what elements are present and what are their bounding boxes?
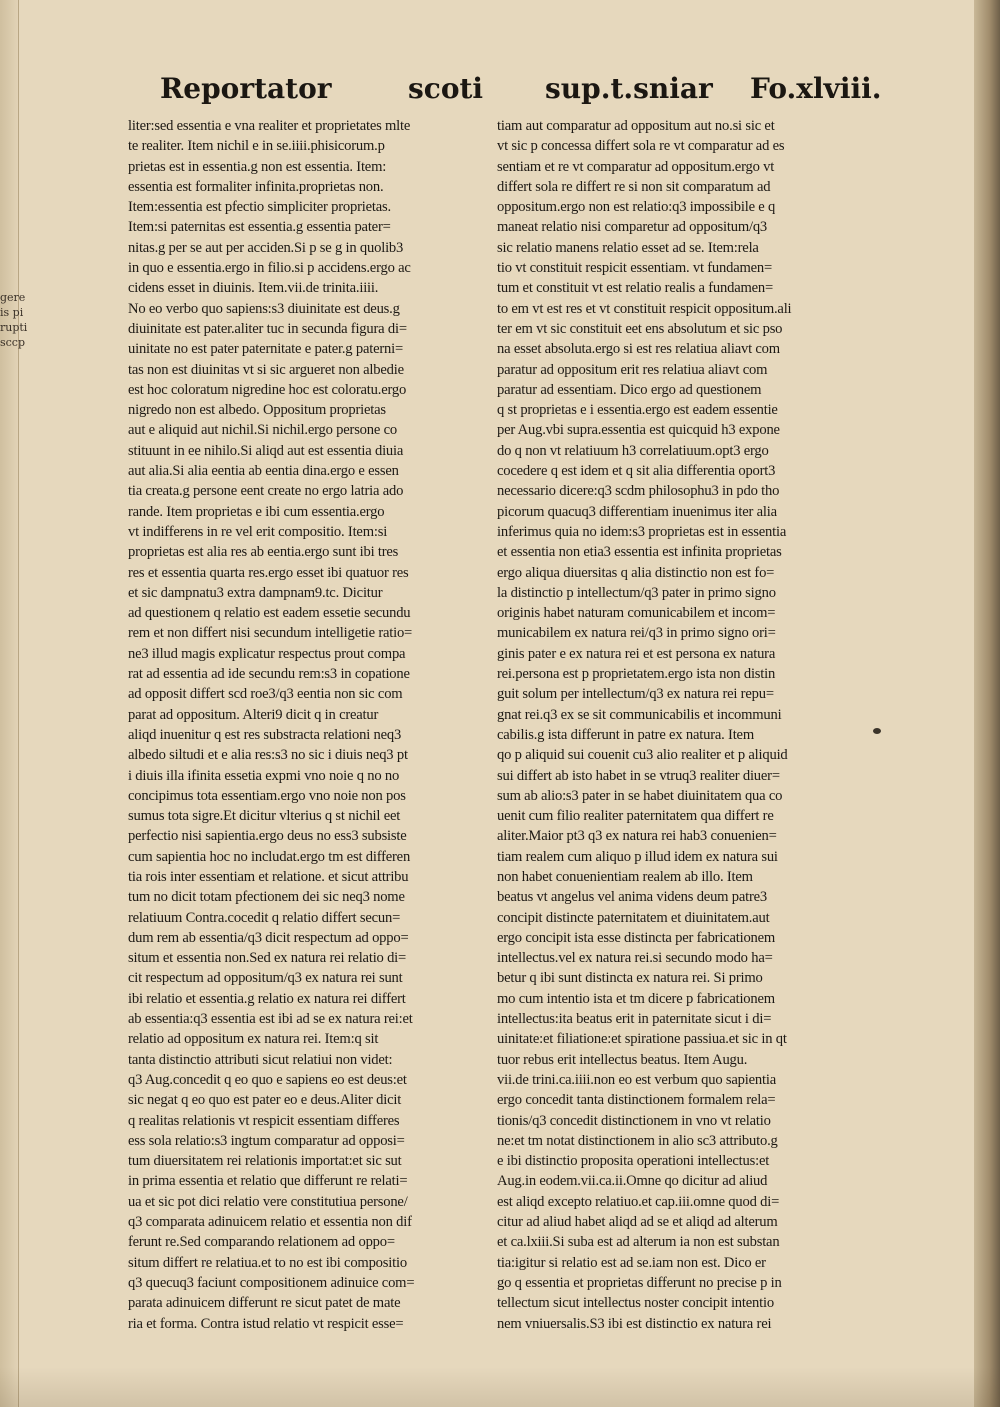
text-line: ergo concipit ista esse distincta per fabricationem: [497, 929, 776, 946]
text-line: relatiuum Contra.cocedit q relatio differt secun=: [128, 909, 401, 926]
text-line: cit respectum ad oppositum/q3 ex natura rei sunt: [128, 970, 403, 987]
right-text-column: [497, 116, 847, 1334]
text-line: tum et constituit vt est relatio realis a fundamen=: [497, 280, 774, 297]
text-line: do q non vt relatiuum h3 correlatiuum.opt3 ergo: [497, 442, 769, 459]
text-line: relatio ad oppositum ex natura rei. Item:q sit: [128, 1031, 379, 1048]
text-line: vt sic p concessa differt sola re vt comparatur ad es: [497, 138, 785, 155]
header-center-left: scoti: [408, 72, 484, 105]
text-line: ad opposit differt scd roe3/q3 eentia non sic com: [128, 686, 403, 703]
text-line: go q essentia et proprietas differunt no precise p in: [497, 1274, 782, 1291]
left-text-column: [128, 116, 473, 1334]
text-line: intellectus:ita beatus erit in paternitate sicut i di=: [497, 1011, 772, 1028]
text-line: vt indifferens in re vel erit compositio. Item:si: [128, 523, 388, 540]
text-line: tia rois inter essentiam et relatione. et sicut attribu: [128, 868, 409, 885]
text-line: ad questionem q relatio est eadem essetie secundu: [128, 605, 411, 622]
text-line: cidens esset in diuinis. Item.vii.de trinita.iiii.: [128, 280, 379, 297]
page-fore-edge: [974, 0, 1000, 1407]
text-line: qo p aliquid sui couenit cu3 alio realiter et p aliquid: [497, 747, 788, 764]
text-line: vii.de trini.ca.iiii.non eo est verbum quo sapientia: [497, 1071, 776, 1088]
text-line: liter:sed essentia e vna realiter et proprietates mlte: [128, 118, 411, 134]
facing-page-edge: [0, 0, 28, 1407]
text-line: rei.persona est p proprietatem.ergo ista non distin: [497, 666, 776, 683]
text-line: tionis/q3 concedit distinctionem in vno vt relatio: [497, 1112, 771, 1129]
text-line: No eo verbo quo sapiens:s3 diuinitate est deus.g: [128, 300, 400, 317]
text-line: parat ad oppositum. Alteri9 dicit q in creatur: [128, 706, 379, 723]
text-line: tia creata.g persone eent create no ergo latria ado: [128, 483, 404, 500]
text-line: municabilem ex natura rei/q3 in primo signo ori=: [497, 625, 776, 642]
text-line: maneat relatio nisi comparetur ad oppositum/q3: [497, 219, 768, 236]
text-line: q3 comparata adinuicem relatio et essentia non dif: [128, 1214, 412, 1231]
text-line: ria et forma. Contra istud relatio vt respicit esse=: [128, 1315, 404, 1332]
text-line: q3 Aug.concedit q eo quo e sapiens eo est deus:et: [128, 1071, 407, 1088]
text-line: sentiam et re vt comparatur ad oppositum.ergo vt: [497, 158, 775, 175]
text-line: e ibi distinctio proposita operationi intellectus:et: [497, 1153, 770, 1170]
text-line: nigredo non est albedo. Oppositum proprietas: [128, 402, 386, 419]
text-line: ua et sic pot dici relatio vere constitutiua persone/: [128, 1193, 408, 1210]
text-line: tellectum sicut intellectus noster concipit intentio: [497, 1295, 774, 1312]
text-line: gnat rei.q3 ex se sit communicabilis et incommuni: [497, 706, 782, 723]
text-line: tas non est diuinitas vt si sic argueret non albedie: [128, 361, 404, 378]
text-line: te realiter. Item nichil e in se.iiii.phisicorum.p: [128, 138, 385, 155]
text-line: tanta distinctio attributi sicut relatiui non videt:: [128, 1051, 393, 1068]
ink-spot: [873, 728, 881, 734]
text-line: concipit distincte paternitatem et diuinitatem.aut: [497, 909, 770, 926]
folio-number: Fo.xlviii.: [750, 72, 882, 105]
text-line: et ca.lxiii.Si suba est ad alterum ia non est substan: [497, 1234, 780, 1251]
text-line: situm differt re relatiua.et to no est ibi compositio: [128, 1254, 407, 1271]
text-line: non habet conuenientiam realem ab illo. Item: [497, 868, 753, 885]
text-line: aut alia.Si alia eentia ab eentia dina.ergo e essen: [128, 463, 399, 480]
text-line: situm et essentia non.Sed ex natura rei relatio di=: [128, 950, 407, 967]
text-line: Aug.in eodem.vii.ca.ii.Omne qo dicitur ad aliud: [497, 1173, 768, 1190]
text-line: tum diuersitatem rei relationis importat:et sic sut: [128, 1153, 402, 1170]
text-line: ess sola relatio:s3 ingtum comparatur ad opposi=: [128, 1132, 405, 1149]
text-line: per Aug.vbi supra.essentia est quicquid h3 expone: [497, 422, 780, 439]
text-line: concipimus tota essentiam.ergo vno noie non pos: [128, 787, 406, 804]
text-line: ibi relatio et essentia.g relatio ex natura rei differt: [128, 990, 406, 1007]
running-header: [160, 72, 880, 112]
text-line: albedo siltudi et e alia res:s3 no sic i diuis neq3 pt: [128, 747, 408, 764]
text-line: mo cum intentio ista et tm dicere p fabricationem: [497, 990, 775, 1007]
text-line: ne:et tm notat distinctionem in alio sc3 attributo.g: [497, 1132, 778, 1149]
text-line: citur ad aliud habet aliqd ad se et aliqd ad alterum: [497, 1214, 778, 1231]
text-line: necessario dicere:q3 scdm philosophu3 in pdo tho: [497, 483, 780, 500]
text-line: intellectus.vel ex natura rei.si secundo modo ha=: [497, 950, 773, 967]
text-line: rem et non differt nisi secundum intelligetie ratio=: [128, 625, 413, 642]
text-line: cabilis.g ista differunt in patre ex natura. Item: [497, 726, 754, 743]
text-line: oppositum.ergo non est relatio:q3 impossibile e q: [497, 199, 776, 216]
text-line: nem vniuersalis.S3 ibi est distinctio ex natura rei: [497, 1315, 772, 1332]
text-line: differt sola re differt re si non sit comparatum ad: [497, 178, 771, 195]
text-line: sumus tota sigre.Et dicitur vlterius q st nichil eet: [128, 808, 401, 825]
text-line: essentia est formaliter infinita.proprietas non.: [128, 178, 384, 195]
text-line: stituunt in ee nihilo.Si aliqd aut est essentia diuia: [128, 442, 404, 459]
text-line: q st proprietas e i essentia.ergo est eadem essentie: [497, 402, 778, 419]
margin-fragment-line: gere: [0, 291, 26, 304]
text-line: aliqd inuenitur q est res substracta relationi neq3: [128, 726, 402, 743]
text-line: sic relatio manens relatio esset ad se. Item:rela: [497, 239, 759, 256]
margin-fragment-line: rupti: [0, 321, 28, 334]
text-line: et essentia non etia3 essentia est infinita proprietas: [497, 544, 782, 561]
text-line: res et essentia quarta res.ergo esset ibi quatuor res: [128, 564, 409, 581]
header-left: Reportator: [160, 72, 332, 105]
text-line: to em vt est res et vt constituit respicit oppositum.ali: [497, 300, 792, 317]
text-line: inferimus quia no idem:s3 proprietas est in essentia: [497, 523, 787, 540]
text-line: parata adinuicem differunt re sicut patet de mate: [128, 1295, 401, 1312]
text-line: la distinctio p intellectum/q3 pater in primo signo: [497, 584, 776, 601]
margin-fragment-line: sccp: [0, 336, 26, 349]
text-line: tiam aut comparatur ad oppositum aut no.si sic et: [497, 118, 775, 134]
text-line: beatus vt angelus vel anima videns deum patre3: [497, 889, 768, 906]
text-line: in prima essentia et relatio que differunt re relati=: [128, 1173, 408, 1190]
text-line: ferunt re.Sed comparando relationem ad oppo=: [128, 1234, 395, 1251]
text-line: est hoc coloratum nigredine hoc est coloratu.ergo: [128, 381, 407, 398]
text-line: cum sapientia hoc no includat.ergo tm est differen: [128, 848, 411, 865]
text-line: aliter.Maior pt3 q3 ex natura rei hab3 conuenien=: [497, 828, 777, 845]
text-line: tum no dicit totam pfectionem dei sic neq3 nome: [128, 889, 405, 906]
text-line: picorum quacuq3 differentiam inuenimus iter alia: [497, 503, 777, 520]
text-line: prietas est in essentia.g non est essentia. Item:: [128, 158, 387, 175]
text-line: tiam realem cum aliquo p illud idem ex natura sui: [497, 848, 778, 865]
text-line: ter em vt sic constituit eet ens absolutum et sic pso: [497, 320, 783, 337]
header-center-right: sup.t.sniar: [545, 72, 713, 105]
text-line: tuor rebus erit intellectus beatus. Item Augu.: [497, 1051, 748, 1068]
margin-fragment-line: is pi: [0, 306, 24, 319]
text-line: proprietas est alia res ab eentia.ergo sunt ibi tres: [128, 544, 399, 561]
text-line: Item:essentia est pfectio simpliciter proprietas.: [128, 199, 391, 216]
text-line: dum rem ab essentia/q3 dicit respectum ad oppo=: [128, 929, 409, 946]
text-line: q realitas relationis vt respicit essentiam differes: [128, 1112, 400, 1129]
text-line: diuinitate est pater.aliter tuc in secunda figura di=: [128, 320, 407, 337]
text-line: perfectio nisi sapientia.ergo deus no ess3 subsiste: [128, 828, 407, 845]
text-line: i diuis illa ifinita essetia expmi vno noie q no no: [128, 767, 400, 784]
text-line: nitas.g per se aut per acciden.Si p se g in quolib3: [128, 239, 404, 256]
text-line: Item:si paternitas est essentia.g essentia pater=: [128, 219, 391, 236]
text-line: sic negat q eo quo est pater eo e deus.Aliter dicit: [128, 1092, 402, 1109]
text-line: ginis pater e ex natura rei et est persona ex natura: [497, 645, 776, 662]
text-line: uinitate:et filiatione:et spiratione passiua.et sic in qt: [497, 1031, 787, 1048]
text-line: est aliqd excepto relatiuo.et cap.iii.omne quod di=: [497, 1193, 780, 1210]
text-line: na esset absoluta.ergo si est res relatiua aliavt com: [497, 341, 780, 358]
text-line: tio vt constituit respicit essentiam. vt fundamen=: [497, 260, 773, 277]
text-line: paratur ad essentiam. Dico ergo ad questionem: [497, 381, 762, 398]
text-line: betur q ibi sunt distincta ex natura rei. Si primo: [497, 970, 763, 987]
text-line: uenit cum filio realiter paternitatem qua differt re: [497, 808, 774, 825]
text-line: ergo concedit tanta distinctionem formalem rela=: [497, 1092, 776, 1109]
text-line: paratur ad oppositum erit res relatiua aliavt com: [497, 361, 768, 378]
text-line: et sic dampnatu3 extra dampnam9.tc. Dicitur: [128, 584, 383, 601]
text-line: ne3 illud magis explicatur respectus prout compa: [128, 645, 406, 662]
text-line: cocedere q est idem et q sit alia differentia oport3: [497, 463, 776, 480]
text-line: q3 quecuq3 faciunt compositionem adinuice com=: [128, 1274, 415, 1291]
text-line: rande. Item proprietas e ibi cum essentia.ergo: [128, 503, 385, 520]
text-line: originis habet naturam comunicabilem et incom=: [497, 605, 776, 622]
text-line: rat ad essentia ad ide secundu rem:s3 in copatione: [128, 666, 410, 683]
text-line: sui differt ab isto habet in se vtruq3 realiter diuer=: [497, 767, 780, 784]
text-line: sum ab alio:s3 pater in se habet diuinitatem qua co: [497, 787, 783, 804]
text-line: guit solum per intellectum/q3 ex natura rei repu=: [497, 686, 774, 703]
page-bottom-shade: [0, 1367, 1000, 1407]
text-line: uinitate no est pater paternitate e pater.g paterni=: [128, 341, 403, 358]
text-line: aut e aliquid aut nichil.Si nichil.ergo persone co: [128, 422, 397, 439]
facing-page-margin-text: [0, 290, 28, 350]
text-line: ab essentia:q3 essentia est ibi ad se ex natura rei:et: [128, 1011, 413, 1028]
text-line: tia:igitur si relatio est ad se.iam non est. Dico er: [497, 1254, 766, 1271]
text-line: in quo e essentia.ergo in filio.si p accidens.ergo ac: [128, 260, 411, 277]
text-line: ergo aliqua diuersitas q alia distinctio non est fo=: [497, 564, 775, 581]
